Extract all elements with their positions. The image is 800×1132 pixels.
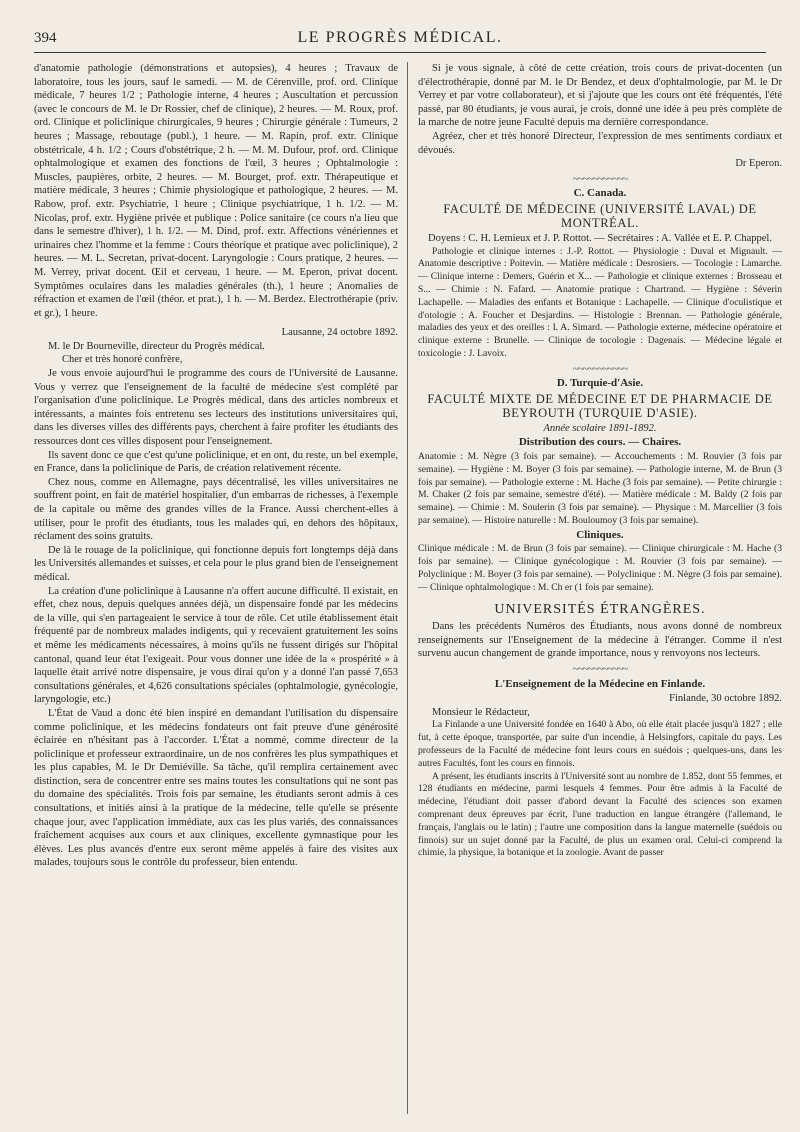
ornament-divider: ~~~~~~~~~~~	[572, 172, 628, 185]
cliniques-heading: Cliniques.	[576, 528, 624, 541]
signature: Dr Eperon.	[735, 158, 782, 170]
course-list-continued: d'anatomie pathologie (démonstrations et autopsies), 4 heures ; Travaux de laboratoire, tous les jours, sauf le samedi. — M. de Cérenville, prof. ord. Clinique médicale, 7 heures 1/2 ; Pathologie interne, 4 heures ; Auscultation et percussion (avec le concours de M. le Dr Rossier, chef de clinique), 2 heures. — M. Roux, prof. ord. Clinique et policlinique chirurgicales, 9 heures ; Chirurgie générale : Tumeurs, 2 heures ; Massage, reboutage (publ.), 1 heure. — M. Rapin, prof. extr. Clinique obstétricale, 4 h. 1/2 ; Cours d'obstétrique, 2 h. — M. M. Dufour, prof. ord. Clinique ophtalmologique et examen des fonctions de l'œil, 3 heures ; Ophtalmologie : Muscles, paupières, orbite, 2 heures. — M. Bourget, prof. extr. Thérapeutique et matière médicale, 3 heures ; Chimie physiologique et pathologique, 2 heures. — M. Rabow, prof. extr. Psychiatrie, 1 heure ; Clinique psychiatrique, 1 h. 1/2. — M. Nicolas, prof. extr. Hygiène privée et publique : Police sanitaire (ce cours n'a lieu que dans le semestre d'hiver), 1 h. 1/2. — M. Dind, prof. extr. Affections vénériennes et urinaires chez l'homme et la femme : Cours théorique et pratique avec policlinique), 2 heures. — M. L. Secretan, privat-docent. Laryngologie : Cours pratique, 2 heures. — M. Verrey, privat docent. Œil et cerveau, 1 heure. — M. Eperon, privat docent. Symptômes oculaires dans les maladies générales (th.), 1 heure ; Anomalies de réfraction et examen de l'œil (théor. et prat.), 1 h. — M. Berdez. Electrothérapie (priv. et gr.), 1 heure.	[34, 63, 398, 319]
dateline-finlande: Finlande, 30 octobre 1892.	[669, 693, 782, 705]
running-title: LE PROGRÈS MÉDICAL.	[297, 29, 503, 46]
section-label-canada: C. Canada.	[573, 187, 627, 200]
page-number: 394	[34, 30, 57, 46]
page-header	[34, 28, 766, 53]
letter-paragraph: Ils savent donc ce que c'est qu'une policlinique, et en ont, du reste, un bel exemple, en France, dans la policlinique de Paris, de création relativement récente.	[34, 449, 398, 475]
academic-year: Année scolaire 1891-1892.	[543, 422, 657, 434]
letter-addressee: Monsieur le Rédacteur,	[432, 706, 530, 718]
ornament-divider: ~~~~~~~~~~~	[572, 663, 628, 676]
letter-paragraph: Si je vous signale, à côté de cette création, trois cours de privat-docenten (un d'électrothérapie, donné par M. le Dr Bendez, et deux d'ophtalmologie, par M. le Dr Verrey et par votre collaborateur), et si j'ajoute que les cours ont été fréquentés, l'été passé, par 80 étudiants, je vous aurai, je crois, donné une idée à peu près complète de la marche de notre jeune Faculté depuis ma dernière correspondance.	[418, 63, 782, 129]
section-title-montreal: FACULTÉ DE MÉDECINE (UNIVERSITÉ LAVAL) DE MONTRÉAL.	[443, 201, 757, 230]
finlande-heading: L'Enseignement de la Médecine en Finlande.	[494, 677, 706, 690]
distribution-heading: Distribution des cours. — Chaires.	[518, 436, 682, 449]
right-column	[418, 62, 782, 1114]
left-column	[34, 62, 398, 1114]
finlande-paragraph: La Finlande a une Université fondée en 1640 à Abo, où elle était placée jusqu'à 1827 ; elle fut, à cette époque, transportée, par suite d'un incendie, à Helsingfors, capitale du pays. Les professeurs de la Faculté de médecine font leurs cours en suédois ; quelques-uns, dans les autres Facultés, font les cours en finnois.	[418, 719, 782, 769]
letter-paragraph: La création d'une policlinique à Lausanne n'a offert aucune difficulté. Il existait, en effet, chez nous, depuis quelques années déjà, un dispensaire fondé par les médecins de la ville, qui s'en partageaient le service à tour de rôle. Cet utile établissement était fréquenté par de nombreux malades indigents, qui y recevaient gratuitement les soins et même les médicaments nécessaires, à moins qu'ils ne fussent dirigés sur l'hôpital cantonal, quand leur état l'exigeait. Pour vous donner une idée de la « prospérité » à laquelle était arrivé notre dispensaire, je vous dirai qu'on y a donné l'an passé 7,653 consultations générales, et 4,626 consultations spéciales (ophtalmologie, gynécologie, laryngologie, etc.)	[34, 585, 398, 706]
section-title-universites: UNIVERSITÉS ÉTRANGÈRES.	[494, 601, 706, 617]
montreal-course-list: Pathologie et clinique internes : J.-P. Rottot. — Physiologie : Duval et Mignault. — Anatomie descriptive : Poitevin. — Matière médicale : Desrosiers. — Tocologie : Lamarche. — Clinique interne : Demers, Guérin et X... — Pathologie et clinique externes : Brosseau et S... — Chimie : N. Fafard. — Anatomie pratique : Chartrand. — Hygiène : Séverin Lachapelle. — Maladies des enfants et Botanique : Lachapelle. — Clinique d'oculistique et d'otologie : A. Foucher et Desjardins. — Histologie : Brennan. — Pathologie générale, maladies des yeux et des oreilles : I. A. Simard. — Pathologie externe, médecine opératoire et clinique externe : Brunelle. — Clinique de tocologie : Dagenais. — Médecine légale et toxicologie : J. Lavoix.	[418, 245, 782, 359]
letter-paragraph: Chez nous, comme en Allemagne, pays décentralisé, les villes universitaires ne souffrent point, en fait de matériel hospitalier, d'un embarras de richesses, à l'exemple de la capitale ou même des grandes villes de la France. Aussi cherchent-elles à utiliser, pour le profit des étudiants, tous les malades qui, en dehors des hôpitaux, réclament des soins gratuits.	[34, 476, 398, 543]
letter-addressee: M. le Dr Bourneville, directeur du Progrès médical.	[48, 340, 265, 352]
section-title-beyrouth: FACULTÉ MIXTE DE MÉDECINE ET DE PHARMACIE DE BEYROUTH (TURQUIE D'ASIE).	[427, 391, 773, 420]
letter-closing: Agréez, cher et très honoré Directeur, l'expression de mes sentiments cordiaux et dévoués.	[418, 130, 782, 156]
column-divider	[407, 62, 408, 1114]
beyrouth-cliniques-list: Clinique médicale : M. de Brun (3 fois par semaine). — Clinique chirurgicale : M. Hache (3 fois par semaine). — Clinique gynécologique : M. Rouvier (3 fois par semaine). — Polyclinique : M. Boyer (3 fois par semaine). — Polyclinique : M. Nègre (3 fois par semaine). — Clinique ophtalmologique : M. Ch er (1 fois par semaine).	[418, 543, 782, 593]
letter-paragraph: L'État de Vaud a donc été bien inspiré en demandant l'utilisation du dispensaire comme policlinique, et les médecins fondateurs ont fait preuve d'une générosité éclairée en n'hésitant pas à l'accorder. L'État a nommé, comme directeur de la policlinique et professeur extraordinaire, un de nos confrères les plus sympathiques et les plus capables, M. le Dr Demiéville. Sa tâche, qu'il remplira certainement avec distinction, sera de concentrer entre ses mains toutes les consultations qui ne sont pas du domaine des spécialités. Trois fois par semaine, les étudiants seront admis à ces consultations, et initiés ainsi à la pratique de la médecine, telle qu'elle se présente chaque jour, avec l'application immédiate, aux cas les plus variés, des connaissances fraîchement acquises aux cours et aux cliniques, excellente gymnastique pour les élèves. Les plus avancés d'entre eux seront même appelés à faire des visites aux malades, toujours sous le contrôle du professeur, bien entendu.	[34, 707, 398, 869]
letter-salutation: Cher et très honoré confrère,	[62, 354, 183, 366]
letter-paragraph: Je vous envoie aujourd'hui le programme des cours de l'Université de Lausanne. Vous y verrez que l'enseignement de la faculté de médecine s'est complété par l'organisation d'une policlinique. Le Progrès médical, dans des articles nombreux et intéressants, a maintes fois entretenu ses lecteurs des institutions universitaires qui, dans les diverses villes des différents pays, cherchent à faire profiter les étudiants des ressources dont ces villes disposent pour l'enseignement.	[34, 368, 398, 448]
letter-paragraph: De là le rouage de la policlinique, qui fonctionne depuis fort longtemps déjà dans les Universités allemandes et suisses, et cela pour le plus grand bien de l'enseignement médical.	[34, 544, 398, 583]
finlande-paragraph: A présent, les étudiants inscrits à l'Université sont au nombre de 1.852, dont 55 femmes, et 128 étudiants en médecine, parmi lesquels 4 femmes. Pour être admis à la Faculté de médecine, l'étudiant doit passer d'abord devant la Faculté des sciences son examen comprenant deux épreuves par écrit, l'une traduction en langue étrangère (l'allemand, le français, l'anglais ou le latin) ; l'autre une composition dans la langue maternelle (suédois ou finnois) sur un sujet donné par la Faculté, de plus un examen oral. Celui-ci comprend la chimie, la physique, la botanique et la zoologie. Avant de passer	[418, 770, 782, 859]
section-label-turquie: D. Turquie-d'Asie.	[556, 377, 644, 390]
dateline-lausanne: Lausanne, 24 octobre 1892.	[281, 327, 398, 339]
deans-line: Doyens : C. H. Lemieux et J. P. Rottot. — Secrétaires : A. Vallée et E. P. Chappel.	[428, 232, 772, 244]
universites-intro: Dans les précédents Numéros des Étudiants, nous avons donné de nombreux renseignements sur l'Enseignement de la médecine à l'étranger. Comme il n'est survenu aucun changement de grande importance, nous y renvoyons nos lecteurs.	[418, 621, 782, 660]
beyrouth-course-list: Anatomie : M. Nègre (3 fois par semaine). — Accouchements : M. Rouvier (3 fois par semaine). — Hygiène : M. Boyer (3 fois par semaine). — Pathologie interne, M. de Brun (3 fois par semaine). — Pathologie externe : M. Hache (3 fois par semaine). — Petite chirurgie : M. Chaker (2 fois par semaine, semestre d'été). — Matière médicale : M. Baldy (2 fois par semaine). — Chimie : M. Soulerin (3 fois par semaine). — Physique : M. Marcellier (3 fois par semaine). — Histoire naturelle : M. Bouloumoy (3 fois par semaine).	[418, 451, 782, 527]
ornament-divider: ~~~~~~~~~~~	[572, 362, 628, 375]
